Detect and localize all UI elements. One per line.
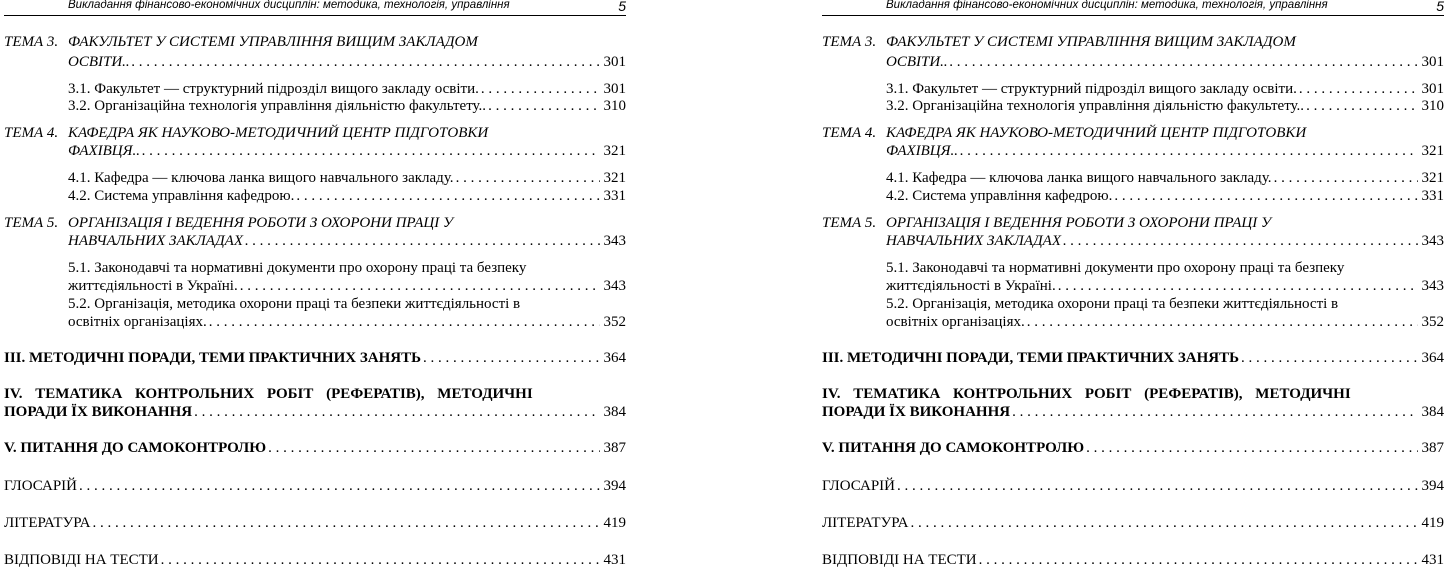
- page-ref: 331: [1421, 188, 1444, 204]
- page-ref: 431: [603, 552, 626, 568]
- topic-title-cont: ФАХІВЦЯ..: [886, 143, 958, 159]
- page-ref: 394: [603, 478, 626, 494]
- toc-section-3-2[interactable]: [886, 96, 1444, 116]
- page-ref: 301: [603, 54, 626, 70]
- part-title: IV. ТЕМАТИКА КОНТРОЛЬНИХ РОБІТ (РЕФЕРАТІВ), МЕТОДИЧНІ: [4, 386, 533, 402]
- leader-dots: [1056, 276, 1418, 296]
- page-ref: 384: [1421, 404, 1444, 420]
- topic-title: ОРГАНІЗАЦІЯ І ВЕДЕННЯ РОБОТИ З ОХОРОНИ ПРАЦІ У: [68, 215, 454, 231]
- page-ref: 394: [1421, 478, 1444, 494]
- leader-dots: [1084, 438, 1417, 458]
- toc-topic-5-heading[interactable]: [822, 213, 1444, 233]
- toc-section-4-1[interactable]: [886, 168, 1444, 188]
- leader-dots: [1304, 96, 1417, 116]
- page-ref: 321: [1421, 143, 1444, 159]
- topic-title-cont: НАВЧАЛЬНИХ ЗАКЛАДАХ: [886, 233, 1061, 249]
- entry-title: ВІДПОВІДІ НА ТЕСТИ: [4, 552, 159, 568]
- running-header: [4, 0, 626, 16]
- toc-section-5-2-line1[interactable]: [886, 294, 1444, 314]
- page-ref: 343: [603, 233, 626, 249]
- page-ref: 352: [1421, 314, 1444, 330]
- leader-dots: [207, 312, 600, 332]
- leader-dots: [1272, 168, 1418, 188]
- leader-dots: [1025, 312, 1418, 332]
- part-title: ІІІ. МЕТОДИЧНІ ПОРАДИ, ТЕМИ ПРАКТИЧНИХ ЗАНЯТЬ: [822, 350, 1240, 366]
- section-title: 4.2. Система управління кафедрою.: [68, 188, 295, 204]
- page-ref: 301: [1421, 54, 1444, 70]
- toc-topic-5-line2[interactable]: [886, 231, 1444, 251]
- toc-part-5[interactable]: [822, 438, 1444, 458]
- section-title: 3.2. Організаційна технологія управління діяльністю факультету..: [68, 98, 487, 114]
- leader-dots: [130, 52, 600, 72]
- toc-part-4-line2[interactable]: [822, 402, 1444, 422]
- section-title: 3.1. Факультет — структурний підрозділ вищого закладу освіти.: [68, 81, 479, 97]
- section-title: 4.1. Кафедра — ключова ланка вищого навчального закладу.: [68, 170, 454, 186]
- topic-label: ТЕМА 5.: [4, 215, 59, 231]
- toc-part-4-line1[interactable]: [822, 384, 1444, 404]
- leader-dots: [421, 348, 599, 368]
- page-left: [4, 0, 626, 568]
- leader-dots: [90, 513, 599, 533]
- page-ref: 387: [603, 440, 626, 456]
- toc-topic-3-heading[interactable]: [822, 32, 1444, 52]
- topic-title: КАФЕДРА ЯК НАУКОВО-МЕТОДИЧНИЙ ЦЕНТР ПІДГОТОВКИ: [886, 125, 1307, 141]
- section-title-cont: освітніх організаціях.: [68, 314, 207, 330]
- topic-label: ТЕМА 3.: [822, 34, 877, 50]
- toc-answers[interactable]: [822, 550, 1444, 570]
- leader-dots: [958, 141, 1418, 161]
- part-title: V. ПИТАННЯ ДО САМОКОНТРОЛЮ: [822, 440, 1085, 456]
- entry-title: ГЛОСАРІЙ: [822, 478, 895, 494]
- leader-dots: [294, 186, 599, 206]
- section-title-cont: освітніх організаціях.: [886, 314, 1025, 330]
- toc-section-5-2-line2[interactable]: [886, 312, 1444, 332]
- page-ref: 343: [603, 278, 626, 294]
- toc-part-4-line1[interactable]: [4, 384, 626, 404]
- toc-section-5-2-line1[interactable]: [68, 294, 626, 314]
- toc-section-5-2-line2[interactable]: [68, 312, 626, 332]
- toc-section-5-1-line1[interactable]: [68, 258, 626, 278]
- leader-dots: [948, 52, 1418, 72]
- topic-title: ФАКУЛЬТЕТ У СИСТЕМІ УПРАВЛІННЯ ВИЩИМ ЗАКЛАДОМ: [886, 34, 1296, 50]
- leader-dots: [1112, 186, 1417, 206]
- entry-title: ВІДПОВІДІ НА ТЕСТИ: [822, 552, 977, 568]
- toc-topic-4-line2[interactable]: [68, 141, 626, 161]
- part-title-cont: ПОРАДИ ЇХ ВИКОНАННЯ: [4, 404, 193, 420]
- leader-dots: [908, 513, 1417, 533]
- entry-title: ГЛОСАРІЙ: [4, 478, 77, 494]
- leader-dots: [140, 141, 600, 161]
- leader-dots: [1061, 231, 1418, 251]
- toc-section-5-1-line1[interactable]: [886, 258, 1444, 278]
- header-page-number: 5: [1436, 0, 1444, 14]
- toc-part-3[interactable]: [822, 348, 1444, 368]
- header-title: Викладання фінансово-економічних дисциплін: методика, технологія, управління: [886, 0, 1328, 11]
- header-page-number: 5: [618, 0, 626, 14]
- section-title: 4.1. Кафедра — ключова ланка вищого навчального закладу.: [886, 170, 1272, 186]
- toc-glossary[interactable]: [822, 476, 1444, 496]
- leader-dots: [266, 438, 599, 458]
- topic-label: ТЕМА 4.: [822, 125, 877, 141]
- leader-dots: [486, 96, 599, 116]
- section-title: 5.2. Організація, методика охорони праці та безпеки життєдіяльності в: [886, 296, 1339, 312]
- toc-section-3-2[interactable]: [68, 96, 626, 116]
- part-title: V. ПИТАННЯ ДО САМОКОНТРОЛЮ: [4, 440, 267, 456]
- topic-title-cont: НАВЧАЛЬНИХ ЗАКЛАДАХ: [68, 233, 243, 249]
- page-ref: 419: [1421, 515, 1444, 531]
- leader-dots: [192, 402, 599, 422]
- entry-title: ЛІТЕРАТУРА: [4, 515, 91, 531]
- topic-title-cont: ФАХІВЦЯ..: [68, 143, 140, 159]
- toc-topic-4-heading[interactable]: [4, 123, 626, 143]
- toc-part-4-line2[interactable]: [4, 402, 626, 422]
- topic-title-cont: ОСВІТИ..: [886, 54, 948, 70]
- part-title: ІІІ. МЕТОДИЧНІ ПОРАДИ, ТЕМИ ПРАКТИЧНИХ ЗАНЯТЬ: [4, 350, 422, 366]
- leader-dots: [238, 276, 600, 296]
- leader-dots: [1010, 402, 1417, 422]
- page-ref: 431: [1421, 552, 1444, 568]
- toc-topic-5-heading[interactable]: [4, 213, 626, 233]
- leader-dots: [1239, 348, 1417, 368]
- page-ref: 343: [1421, 278, 1444, 294]
- entry-title: ЛІТЕРАТУРА: [822, 515, 909, 531]
- toc-topic-4-line2[interactable]: [886, 141, 1444, 161]
- leader-dots: [243, 231, 600, 251]
- section-title: 5.1. Законодавчі та нормативні документи про охорону праці та безпеку: [886, 260, 1345, 276]
- part-title: IV. ТЕМАТИКА КОНТРОЛЬНИХ РОБІТ (РЕФЕРАТІВ), МЕТОДИЧНІ: [822, 386, 1351, 402]
- page-ref: 419: [603, 515, 626, 531]
- section-title: 3.1. Факультет — структурний підрозділ вищого закладу освіти.: [886, 81, 1297, 97]
- section-title: 5.2. Організація, методика охорони праці та безпеки життєдіяльності в: [68, 296, 521, 312]
- page-ref: 384: [603, 404, 626, 420]
- page-right: [822, 0, 1444, 568]
- page-ref: 321: [603, 170, 626, 186]
- toc-section-4-1[interactable]: [68, 168, 626, 188]
- header-title: Викладання фінансово-економічних дисциплін: методика, технологія, управління: [68, 0, 510, 11]
- running-header: [822, 0, 1444, 16]
- part-title-cont: ПОРАДИ ЇХ ВИКОНАННЯ: [822, 404, 1011, 420]
- leader-dots: [895, 476, 1418, 496]
- toc-literature[interactable]: [4, 513, 626, 533]
- toc-section-4-2[interactable]: [886, 186, 1444, 206]
- toc-topic-5-line2[interactable]: [68, 231, 626, 251]
- section-title-cont: життєдіяльності в Україні.: [886, 278, 1056, 294]
- leader-dots: [454, 168, 600, 188]
- page-ref: 364: [603, 350, 626, 366]
- leader-dots: [77, 476, 600, 496]
- topic-label: ТЕМА 4.: [4, 125, 59, 141]
- topic-title: ФАКУЛЬТЕТ У СИСТЕМІ УПРАВЛІННЯ ВИЩИМ ЗАКЛАДОМ: [68, 34, 478, 50]
- topic-label: ТЕМА 3.: [4, 34, 59, 50]
- page-ref: 321: [1421, 170, 1444, 186]
- toc-topic-3-heading[interactable]: [4, 32, 626, 52]
- page-ref: 301: [1421, 81, 1444, 97]
- section-title: 3.2. Організаційна технологія управління діяльністю факультету..: [886, 98, 1305, 114]
- topic-title: ОРГАНІЗАЦІЯ І ВЕДЕННЯ РОБОТИ З ОХОРОНИ ПРАЦІ У: [886, 215, 1272, 231]
- toc-section-4-2[interactable]: [68, 186, 626, 206]
- page-ref: 343: [1421, 233, 1444, 249]
- toc-glossary[interactable]: [4, 476, 626, 496]
- page-ref: 364: [1421, 350, 1444, 366]
- toc-topic-4-heading[interactable]: [822, 123, 1444, 143]
- leader-dots: [977, 550, 1418, 570]
- toc-topic-3-line2[interactable]: [68, 52, 626, 72]
- toc-section-5-1-line2[interactable]: [886, 276, 1444, 296]
- toc-topic-3-line2[interactable]: [886, 52, 1444, 72]
- toc-literature[interactable]: [822, 513, 1444, 533]
- toc-answers[interactable]: [4, 550, 626, 570]
- page-ref: 331: [603, 188, 626, 204]
- toc-part-3[interactable]: [4, 348, 626, 368]
- leader-dots: [159, 550, 600, 570]
- topic-title: КАФЕДРА ЯК НАУКОВО-МЕТОДИЧНИЙ ЦЕНТР ПІДГОТОВКИ: [68, 125, 489, 141]
- page-ref: 301: [603, 81, 626, 97]
- page-ref: 310: [1421, 98, 1444, 114]
- page-ref: 310: [603, 98, 626, 114]
- topic-title-cont: ОСВІТИ..: [68, 54, 130, 70]
- section-title: 4.2. Система управління кафедрою.: [886, 188, 1113, 204]
- page-ref: 352: [603, 314, 626, 330]
- toc-part-5[interactable]: [4, 438, 626, 458]
- section-title-cont: життєдіяльності в Україні.: [68, 278, 238, 294]
- page-ref: 387: [1421, 440, 1444, 456]
- section-title: 5.1. Законодавчі та нормативні документи про охорону праці та безпеку: [68, 260, 527, 276]
- page-ref: 321: [603, 143, 626, 159]
- toc-section-5-1-line2[interactable]: [68, 276, 626, 296]
- topic-label: ТЕМА 5.: [822, 215, 877, 231]
